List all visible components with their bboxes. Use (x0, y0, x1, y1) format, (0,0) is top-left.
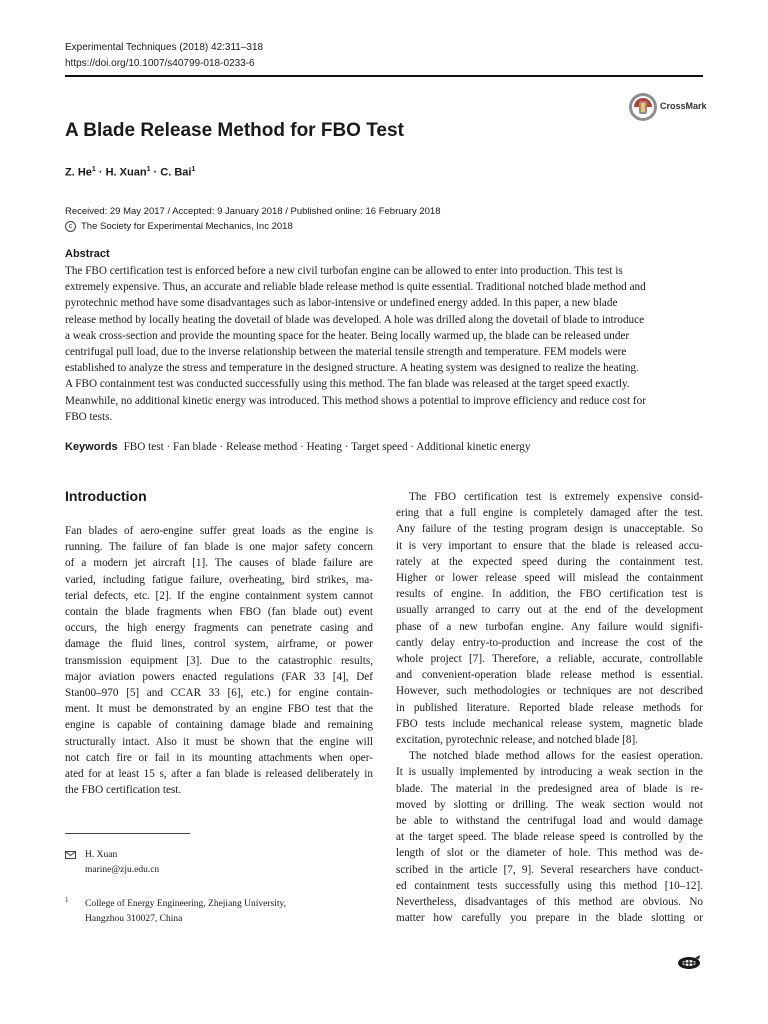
text-line: scribed in the article [7, 9]. Several researchers have conduct- (396, 863, 703, 876)
paper-title: A Blade Release Method for FBO Test (65, 120, 404, 141)
text-line: transmission equipment [3]. Due to the catastrophic results, (65, 654, 373, 667)
author-separator: · (98, 166, 103, 179)
introduction-heading: Introduction (65, 488, 147, 504)
footnote-rule (65, 833, 190, 834)
text-line: ed containment tests successfully using this method [10–12]. (396, 879, 703, 892)
text-line: FBO tests. (65, 410, 113, 423)
keywords (65, 441, 530, 453)
text-line: it is very important to ensure that the blade is released accu- (396, 539, 703, 552)
text-line: It is usually implemented by introducing a weak section in the (396, 766, 703, 779)
text-line: Higher or lower release speed will mislead the containment (396, 572, 703, 585)
author-name[interactable]: C. Bai (160, 166, 192, 179)
keywords-list: FBO test · Fan blade · Release method · Heating · Target speed · Additional kinetic energy (123, 441, 531, 453)
text-line: pyrotechnic method have some disadvantages such as labor-intensive or undefined energy added. In this paper, a new blade (65, 297, 618, 310)
text-line: engine is capable of containing damage blade and remaining (65, 719, 373, 732)
text-line: blade. The material in the predesigned area of blade is re- (396, 782, 703, 795)
keywords-label: Keywords (65, 441, 118, 453)
crossmark-icon (628, 92, 658, 122)
body-column-left (65, 523, 373, 798)
text-line: excitation, pyrotechnic release, and notched blade [8]. (396, 734, 638, 747)
article-history (65, 204, 441, 234)
received-dates: Received: 29 May 2017 / Accepted: 9 January 2018 / Published online: 16 February 2018 (65, 206, 441, 217)
text-line: at the target speed. The blade release speed is controlled by the (396, 831, 703, 844)
author-separator: · (153, 166, 158, 179)
author-name[interactable]: H. Xuan (105, 166, 147, 179)
affiliation-line: Hangzhou 310027, China (85, 914, 183, 924)
text-line: However, such methodologies or techniques are not described (396, 685, 703, 698)
author-list (65, 166, 195, 179)
text-line: structurally intact. Also it must be shown that the engine will (65, 735, 373, 748)
text-line: occurs, the high energy fragments can penetrate casing and (65, 622, 373, 635)
text-line: damage the fluid lines, control system, airframe, or power (65, 638, 373, 651)
crossmark-badge[interactable] (628, 92, 708, 122)
text-line: varied, including fatigue failure, overheating, bird strikes, ma- (65, 573, 373, 586)
text-line: be able to withstand the centrifugal load and would damage (396, 815, 703, 828)
text-line: release method by locally heating the dovetail of blade was developed. A hole was drilled along the dovetail of blade to introduce (65, 313, 645, 326)
text-line: Fan blades of aero-engine suffer great loads as the engine is (65, 525, 373, 537)
text-line: Nevertheless, disadvantages of this method are obvious. No (396, 896, 703, 909)
journal-citation: Experimental Techniques (2018) 42:311–318 (65, 42, 264, 53)
text-line: and convenient-operation blade release method is essential. (396, 669, 703, 682)
journal-info (65, 40, 263, 72)
text-line: moved by slotting or drilling. The weak section would not (396, 798, 703, 811)
text-line: FBO tests include mechanical release system, magnetic blade (396, 717, 703, 730)
copyright-line (65, 219, 441, 234)
body-column-right (396, 489, 703, 926)
text-line: running. The failure of fan blade is one major safety concern (65, 541, 373, 554)
text-line: the FBO certification test. (65, 784, 182, 797)
text-line: a weak cross-section and provide the mounting space for the heater. Being locally warmed up, the blade can be released under (65, 329, 630, 342)
crossmark-label: CrossMark (660, 101, 707, 111)
text-line: The notched blade method allows for the easiest operation. (409, 750, 703, 763)
text-line: usually arranged to carry out at the end of the development (396, 604, 703, 617)
text-line: ment. It must be demonstrated by an engine FBO test that the (65, 703, 373, 716)
text-line: ated for at least 15 s, after a fan blade is released deliberately in (65, 768, 373, 781)
affiliation-number: 1 (65, 896, 69, 904)
text-line: results of engine. In addition, the FBO certification test is (396, 588, 703, 601)
text-line: Meanwhile, no additional kinetic energy was introduced. This method shows a potential to improve efficiency and reduce cost for (65, 394, 646, 407)
text-line: Any failure of the testing program design is unacceptable. So (396, 523, 703, 536)
affiliation-line: College of Energy Engineering, Zhejiang University, (85, 899, 287, 909)
text-line: The FBO certification test is enforced before a new civil turbofan engine can be allowed to enter into production. This test is (65, 265, 623, 277)
text-line: in published literature. Reported blade release methods for (396, 701, 703, 714)
author-affiliation-mark: 1 (91, 166, 96, 173)
text-line: established to analyze the stress and temperature in the designed structure. A heating system was designed to realize the heating. (65, 362, 639, 375)
copyright-text: The Society for Experimental Mechanics, Inc 2018 (81, 221, 293, 232)
copyright-icon: c (65, 221, 76, 232)
correspondent-email[interactable]: marine@zju.edu.cn (85, 865, 160, 875)
text-line: ering that a full engine is completely damaged after the test. (396, 507, 703, 520)
text-line: rately at the expected speed during the containment test. (396, 555, 703, 568)
author-affiliation-mark: 1 (191, 166, 196, 173)
text-line: length of slot or the diameter of hole. This method was de- (396, 847, 703, 860)
text-line: extremely expensive. Thus, an accurate and reliable blade release method is quite essential. Traditional notched blade method and (65, 281, 646, 294)
text-line: A FBO containment test was conducted successfully using this method. The fan blade was released at the target speed exactly. (65, 378, 630, 391)
author-name[interactable]: Z. He (65, 166, 92, 179)
text-line: terial defects, etc. [2]. If the engine containment system cannot (65, 589, 373, 602)
text-line: major aviation powers enacted regulations (FAR 33 [4], Def (65, 670, 373, 683)
text-line: matter how carefully you prepare in the blade slotting or (396, 912, 703, 925)
text-line: cantly delay entry-to-production and increase the cost of the (396, 636, 703, 649)
text-line: not catch fire or fail in its mounting attachments when oper- (65, 751, 373, 764)
text-line: centrifugal pull load, due to the inverse relationship between the material tensile strength and temperature. FEM models were (65, 346, 627, 359)
text-line: phase of a new turbofan engine. Any failure would signifi- (396, 620, 703, 633)
text-line: Stan00–970 [5] and CCAR 33 [6], etc.) for engine contain- (65, 687, 373, 700)
abstract-heading: Abstract (65, 248, 110, 260)
envelope-icon (65, 851, 76, 859)
springer-horse-icon (676, 954, 702, 970)
text-line: The FBO certification test is extremely expensive consid- (409, 491, 703, 503)
header-rule (65, 75, 703, 77)
text-line: contain the blade fragments when FBO (fan blade out) event (65, 606, 373, 619)
doi-link[interactable]: https://doi.org/10.1007/s40799-018-0233-6 (65, 58, 255, 69)
correspondent-name: H. Xuan (85, 850, 118, 860)
text-line: of a modern jet aircraft [1]. The causes of blade failure are (65, 557, 373, 570)
text-line: whole project [7]. Therefore, a reliable, accurate, controllable (396, 653, 703, 666)
author-affiliation-mark: 1 (146, 166, 151, 173)
abstract-body (65, 263, 646, 425)
